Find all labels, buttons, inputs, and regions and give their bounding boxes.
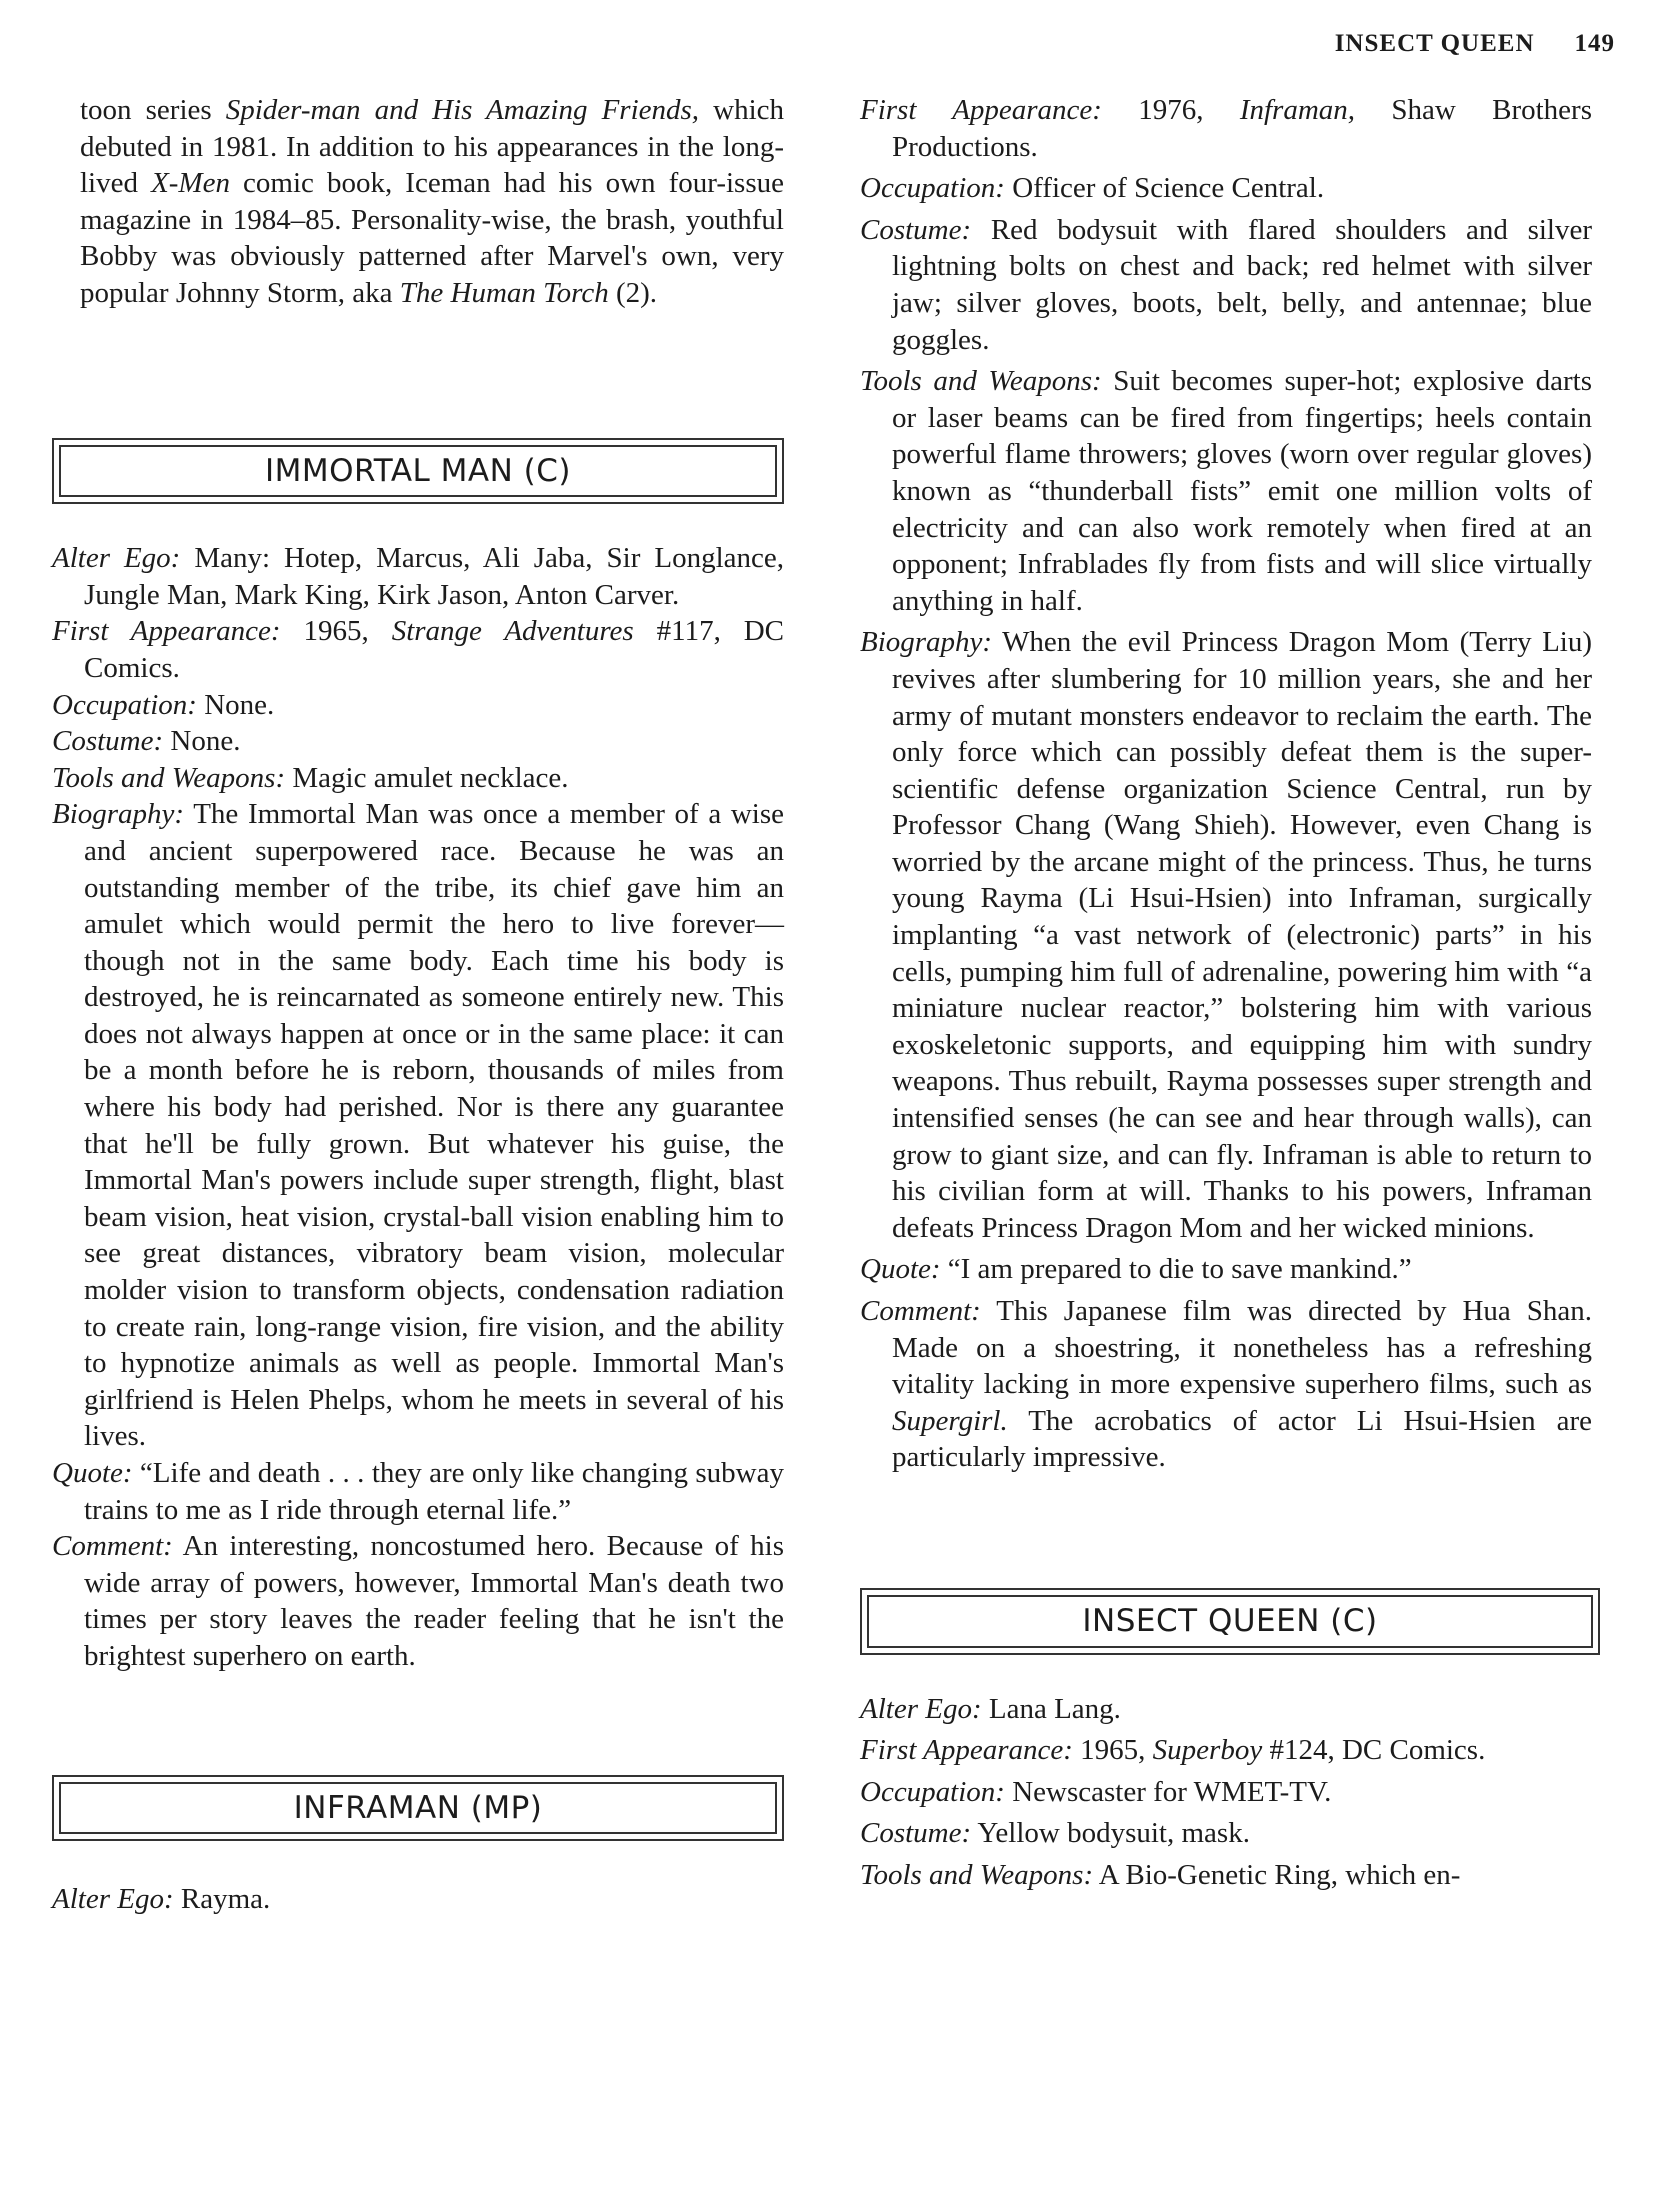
iceman-continuation: toon series Spider-man and His Amazing Friends, which debuted in 1981. In addition to his appearances in the long-lived X-Men comic book, Iceman had his own four-issue magazine in 1984–85. Personality-wise, the brash, youthful Bobby was obviously patterned after Marvel's own, very popular Johnny Storm, aka The Human Torch (2).	[80, 94, 784, 309]
entry-heading: INSECT QUEEN (C)	[867, 1595, 1593, 1648]
running-title: INSECT QUEEN	[1334, 30, 1535, 57]
running-header	[1335, 30, 1615, 58]
inframan-entry-start	[52, 1881, 784, 1918]
field-costume: Costume: None.	[52, 725, 241, 758]
field-tools: Tools and Weapons: Suit becomes super-hot; explosive darts or laser beams can be fired from fingertips; heels contain powerful flame throwers; gloves (worn over regular gloves) known as “thunderball fists” emit one million volts of electricity and can also work remotely when fired at an opponent; Infrablades fly from fists and will slice virtually anything in half.	[860, 365, 1593, 617]
book-title: X-Men	[151, 167, 230, 200]
field-occupation: Occupation: Newscaster for WMET-TV.	[860, 1775, 1332, 1808]
field-comment: Comment: This Japanese film was directed by Hua Shan. Made on a shoestring, it nonetheless has a refreshing vitality lacking in more expensive superhero films, such as Supergirl. The acrobatics of actor Li Hsui-Hsien are particularly impressive.	[860, 1295, 1592, 1474]
field-quote: Quote: “I am prepared to die to save mankind.”	[860, 1253, 1412, 1286]
field-first-appearance: First Appearance: 1976, Inframan, Shaw Brothers Productions.	[860, 94, 1592, 163]
field-quote: Quote: “Life and death . . . they are only like changing subway trains to me as I ride through eternal life.”	[52, 1457, 784, 1526]
field-first-appearance: First Appearance: 1965, Superboy #124, DC Comics.	[860, 1734, 1486, 1767]
field-tools: Tools and Weapons: Magic amulet necklace.	[52, 761, 569, 794]
inframan-entry-continued	[860, 92, 1592, 1476]
left-column	[52, 92, 784, 1918]
field-alter-ego: Alter Ego: Many: Hotep, Marcus, Ali Jaba, Sir Longlance, Jungle Man, Mark King, Kirk Jason, Anton Carver.	[52, 542, 784, 611]
field-occupation: Occupation: Officer of Science Central.	[860, 172, 1325, 205]
field-biography: Biography: The Immortal Man was once a member of a wise and ancient superpowered race. Because he was an outstanding member of the tribe, its chief gave him an amulet which would permit the hero to live forever—though not in the same body. Each time his body is destroyed, he is reincarnated as someone entirely new. This does not always happen at once or in the same place: it can be a month before he is reborn, thousands of miles from where his body had perished. Nor is there any guarantee that he'll be fully grown. But whatever his guise, the Immortal Man's powers include super strength, flight, blast beam vision, heat vision, crystal-ball vision enabling him to see great distances, vibratory beam vision, molecular molder vision to transform objects, condensation radiation to create rain, long-range vision, fire vision, and the ability to hypnotize animals as well as people. Immortal Man's girlfriend is Helen Phelps, whom he meets in several of his lives.	[52, 798, 785, 1453]
book-title: Spider-man and His Amazing Friends,	[225, 94, 700, 126]
field-alter-ego: Alter Ego: Lana Lang.	[860, 1692, 1121, 1725]
field-tools: Tools and Weapons: A Bio-Genetic Ring, which en-	[860, 1858, 1461, 1891]
entry-heading-box	[52, 1775, 784, 1842]
entry-heading: IMMORTAL MAN (C)	[59, 445, 777, 498]
immortal-man-entry	[52, 540, 784, 1674]
field-occupation: Occupation: None.	[52, 688, 275, 721]
field-comment: Comment: An interesting, noncostumed hero. Because of his wide array of powers, however, Immortal Man's death two times per story leaves the reader feeling that he isn't the brightest superhero on earth.	[52, 1530, 784, 1672]
field-alter-ego: Alter Ego: Rayma.	[52, 1883, 271, 1916]
book-title: The Human Torch	[399, 276, 609, 309]
entry-heading-box	[52, 438, 784, 505]
page-number: 149	[1574, 30, 1615, 57]
entry-heading: INFRAMAN (MP)	[59, 1782, 777, 1835]
field-biography: Biography: When the evil Princess Dragon Mom (Terry Liu) revives after slumbering for 10 million years, she and her army of mutant monsters endeavor to reclaim the earth. The only force which can possibly defeat them is the super-scientific defense organization Science Central, run by Professor Chang (Wang Shieh). However, even Chang is worried by the arcane might of the princess. Thus, he turns young Rayma (Li Hsui-Hsien) into Inframan, surgically implanting “a vast network of (electronic) parts” in his cells, pumping him full of adrenaline, powering him with “a miniature nuclear reactor,” bolstering him with various exoskeletonic supports, and equipping him with sundry weapons. Thus rebuilt, Rayma possesses super strength and intensified senses (he can see and hear through walls), can grow to giant size, and can fly. Inframan is able to return to his civilian form at will. Thanks to his powers, Inframan defeats Princess Dragon Mom and her wicked minions.	[860, 626, 1593, 1244]
right-column	[860, 92, 1592, 1894]
field-first-appearance: First Appearance: 1965, Strange Adventures #117, DC Comics.	[52, 615, 785, 684]
insect-queen-entry	[860, 1691, 1592, 1894]
field-costume: Costume: Red bodysuit with flared shoulders and silver lightning bolts on chest and back; red helmet with silver jaw; silver gloves, boots, belt, belly, and antennae; blue goggles.	[860, 213, 1592, 356]
entry-heading-box	[860, 1588, 1600, 1655]
field-costume: Costume: Yellow bodysuit, mask.	[860, 1817, 1250, 1850]
